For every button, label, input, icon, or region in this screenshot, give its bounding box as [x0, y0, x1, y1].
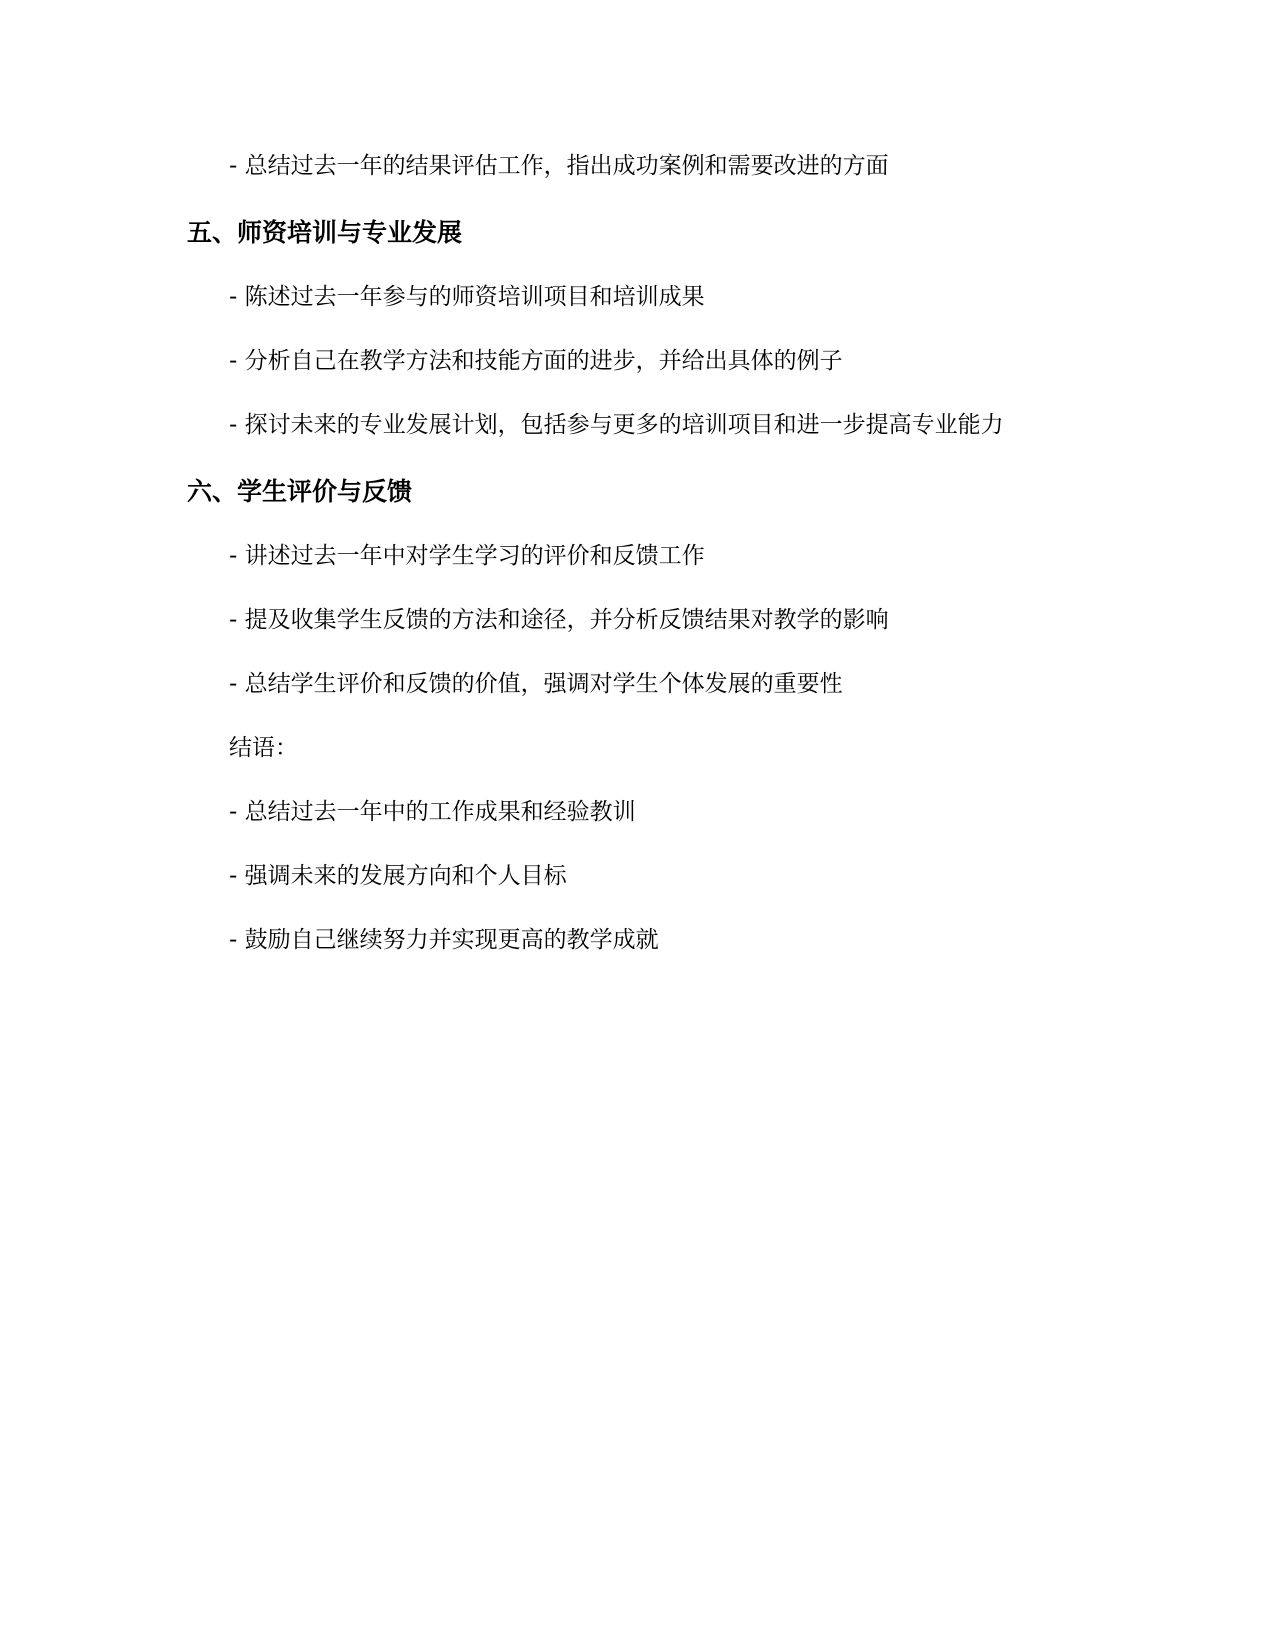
list-item: - 提及收集学生反馈的方法和途径，并分析反馈结果对教学的影响 — [229, 607, 889, 633]
list-item: - 探讨未来的专业发展计划，包括参与更多的培训项目和进一步提高专业能力 — [229, 412, 1004, 438]
list-item: - 强调未来的发展方向和个人目标 — [229, 863, 567, 889]
list-item: - 总结过去一年中的工作成果和经验教训 — [229, 799, 636, 825]
conclusion-label: 结语： — [229, 735, 298, 761]
list-item: - 分析自己在教学方法和技能方面的进步，并给出具体的例子 — [229, 348, 843, 374]
section-heading-teacher-training: 五、师资培训与专业发展 — [187, 218, 463, 247]
intro-bullet: - 总结过去一年的结果评估工作，指出成功案例和需要改进的方面 — [229, 153, 889, 179]
section-heading-student-feedback: 六、学生评价与反馈 — [187, 477, 413, 506]
list-item: - 总结学生评价和反馈的价值，强调对学生个体发展的重要性 — [229, 671, 843, 697]
list-item: - 鼓励自己继续努力并实现更高的教学成就 — [229, 927, 659, 953]
list-item: - 陈述过去一年参与的师资培训项目和培训成果 — [229, 284, 705, 310]
list-item: - 讲述过去一年中对学生学习的评价和反馈工作 — [229, 543, 705, 569]
